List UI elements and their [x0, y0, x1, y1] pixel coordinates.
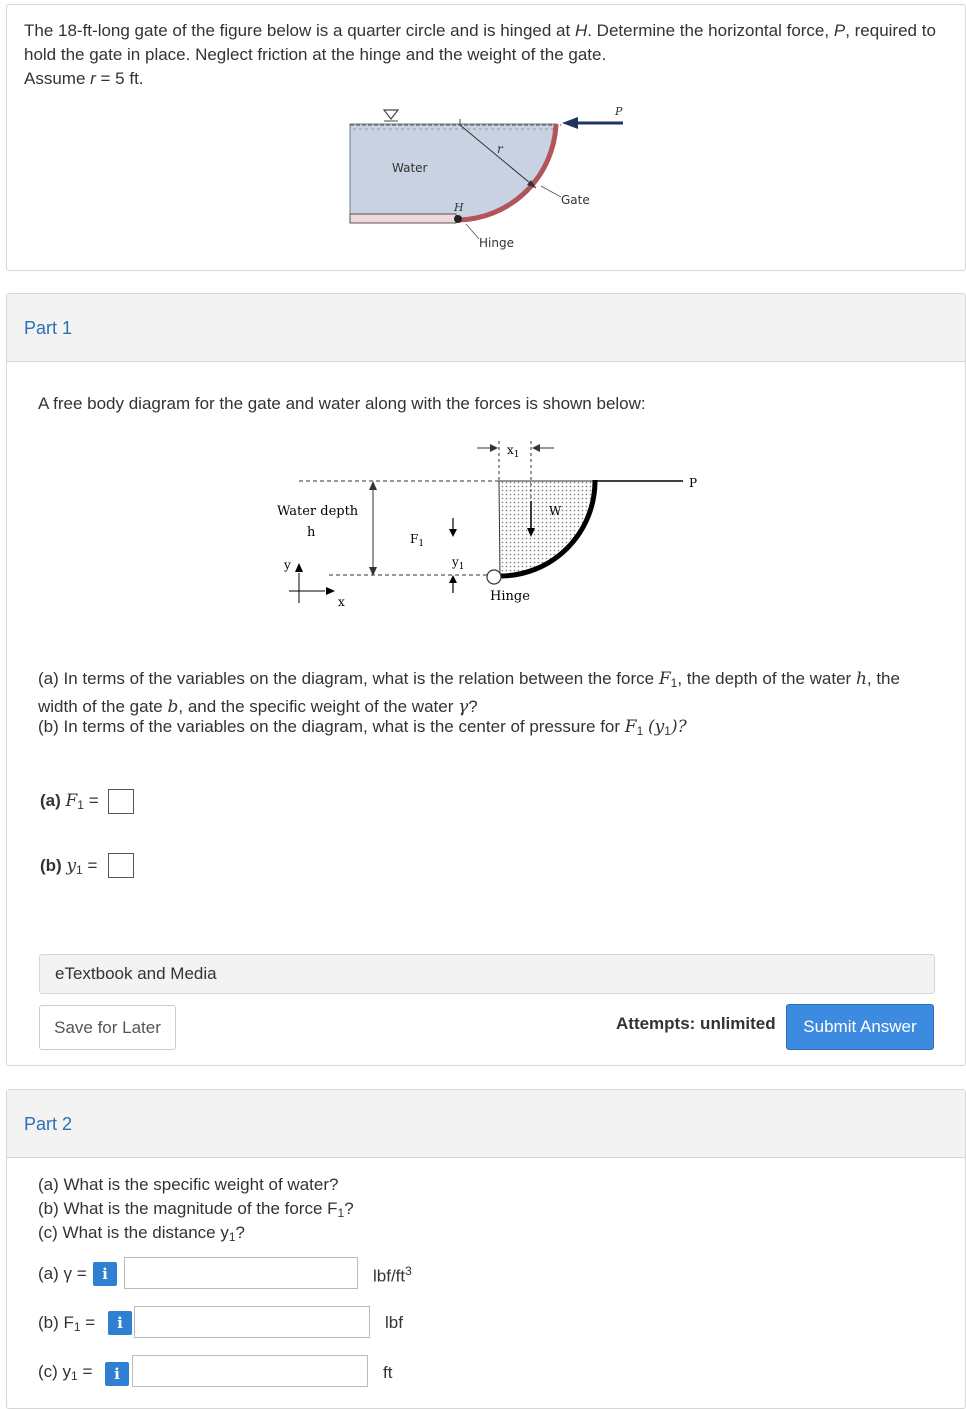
- gate-leader: [541, 186, 561, 197]
- gamma-input[interactable]: [124, 1257, 358, 1289]
- f1-arrowhead: [449, 529, 457, 537]
- submit-answer-button[interactable]: Submit Answer: [786, 1004, 934, 1050]
- info-icon-a[interactable]: i: [93, 1262, 117, 1286]
- y-axis-arrowhead: [295, 563, 303, 572]
- info-icon-c[interactable]: i: [105, 1362, 129, 1386]
- part1-intro: A free body diagram for the gate and water along with the forces is shown below:: [38, 394, 646, 413]
- depth-arrow-top: [369, 481, 377, 490]
- fbd-p-label: P: [689, 476, 698, 490]
- answer-b-label: (b) y1 =: [40, 856, 98, 877]
- fbd-h-label: h: [307, 525, 316, 540]
- fbd-w-label: W: [549, 504, 562, 518]
- attempts-counter: Attempts: unlimited: [616, 1014, 776, 1033]
- gamma-label: (a) γ =: [38, 1264, 87, 1283]
- assume-r-var: r: [90, 69, 96, 88]
- x-axis-arrowhead: [326, 587, 335, 595]
- gate-figure: [7, 5, 966, 272]
- problem-text-2: . Determine the horizontal force,: [587, 21, 834, 40]
- part2-card: [6, 1089, 966, 1409]
- problem-text-3: , required to hold the gate in place. Neglect friction at the hinge and the weight of the gate.: [24, 21, 936, 64]
- part1-title: Part 1: [24, 318, 73, 338]
- water-region: [350, 124, 556, 219]
- part2-question-c: (c) What is the distance y1?: [38, 1223, 245, 1244]
- answer-b-input[interactable]: [108, 853, 134, 878]
- part1-question-a: (a) In terms of the variables on the diagram, what is the relation between the force F1, the depth of the water h, the width of the gate b, and the specific weight of the water γ?: [38, 669, 900, 717]
- depth-arrow-bottom: [369, 567, 377, 576]
- fbd-hinge-circle: [487, 570, 501, 584]
- f1-label: (b) F1 =: [38, 1313, 96, 1334]
- info-icon-b[interactable]: i: [108, 1311, 132, 1335]
- part1-question-b: (b) In terms of the variables on the diagram, what is the center of pressure for F1 (y1)?: [38, 717, 687, 738]
- part1-card: [6, 293, 966, 1066]
- f1-input[interactable]: [134, 1306, 370, 1338]
- problem-text-1: The 18-ft-long gate of the figure below is a quarter circle and is hinged at: [24, 21, 575, 40]
- fbd-y-axis-label: y: [284, 558, 291, 572]
- x1-right-arrowhead: [532, 444, 540, 452]
- gate-label: Gate: [561, 193, 590, 207]
- etextbook-media-bar[interactable]: eTextbook and Media: [39, 954, 935, 994]
- part2-question-b: (b) What is the magnitude of the force F1?: [38, 1199, 354, 1220]
- problem-p-var: P: [833, 21, 846, 40]
- problem-hinge-var: H: [574, 21, 588, 40]
- fbd-x1-label: $x_1$: [507, 443, 520, 460]
- save-for-later-button[interactable]: Save for Later: [39, 1005, 176, 1050]
- fbd-water-depth-label: Water depth: [277, 504, 359, 519]
- part2-question-a: (a) What is the specific weight of water?: [38, 1175, 339, 1194]
- hinge-dot: [454, 215, 462, 223]
- part2-title: Part 2: [24, 1114, 73, 1134]
- fbd-y1-label: $y_1$: [452, 555, 465, 572]
- answer-a-label: (a) F1 =: [40, 791, 99, 812]
- assume-value: = 5 ft.: [95, 69, 144, 88]
- y1-unit: ft: [383, 1363, 393, 1382]
- hinge-h-label: H: [454, 201, 464, 214]
- hinge-leader: [466, 224, 479, 239]
- assume-text: Assume: [24, 69, 91, 88]
- problem-card: [6, 4, 966, 271]
- free-surface-marker: [384, 110, 398, 119]
- y1-arrowhead: [449, 575, 457, 583]
- x1-left-arrowhead: [490, 444, 498, 452]
- bottom-slab: [350, 214, 456, 223]
- hinge-label: Hinge: [479, 236, 514, 250]
- part2-header: [7, 1090, 965, 1158]
- water-label: Water: [392, 161, 428, 175]
- fbd-x-axis-label: x: [338, 595, 345, 609]
- f1-unit: lbf: [385, 1313, 403, 1332]
- radius-label: r: [497, 142, 503, 156]
- fbd-hinge-label: Hinge: [490, 589, 530, 604]
- y1-input[interactable]: [132, 1355, 368, 1387]
- fbd-f1-label: $F_1$: [410, 532, 425, 549]
- gamma-unit: lbf/$ft^3$: [373, 1264, 412, 1286]
- p-force-arrowhead: [562, 117, 578, 129]
- p-label: P: [615, 105, 623, 118]
- answer-a-input[interactable]: [108, 789, 134, 814]
- y1-label: (c) y1 =: [38, 1362, 93, 1383]
